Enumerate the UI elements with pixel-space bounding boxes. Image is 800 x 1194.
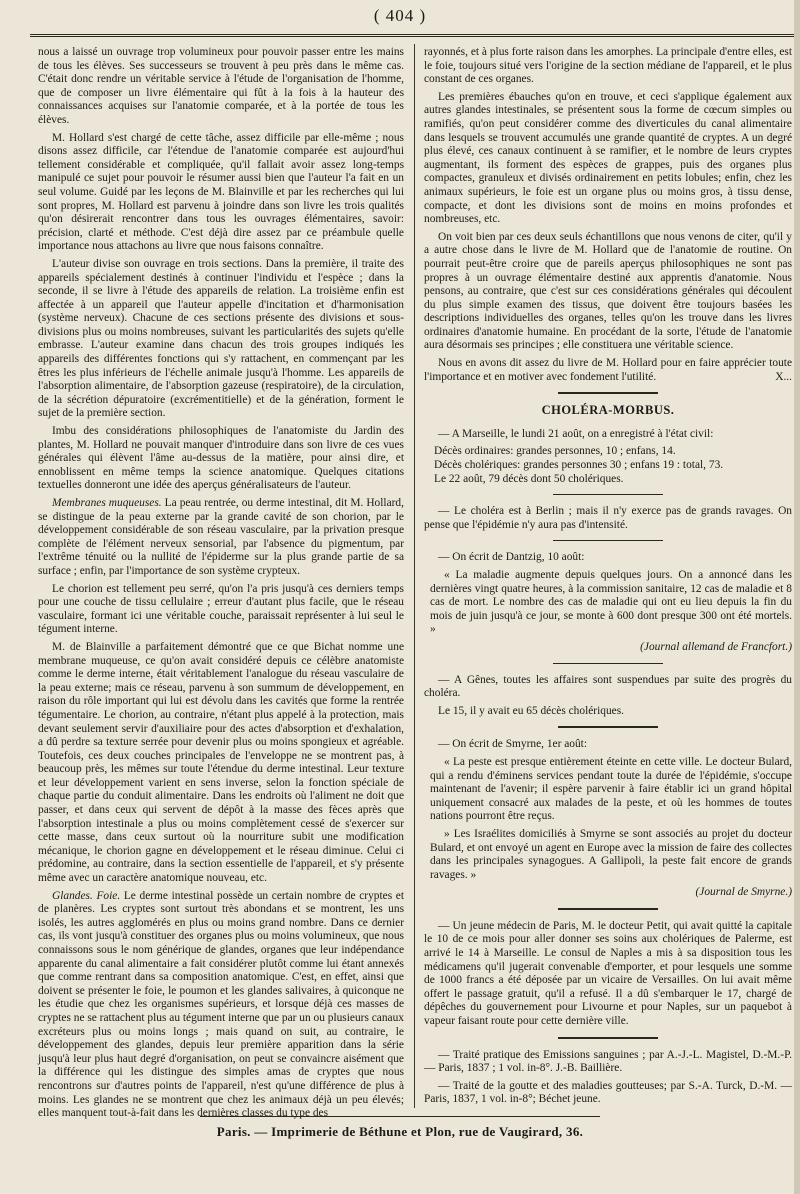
footer-rule <box>200 1116 600 1117</box>
glandes-label: Glandes. Foie. <box>52 889 121 902</box>
left-paragraph-7: M. de Blainville a parfaitement démontré que ce que Bichat nomme une membrane muqueuse, ce qu'on avait considéré depuis ce célèbre anatomiste comme le derme interne, était véritablement l'analogue du réseau vasculaire de la peau externe; mais ce réseau, parvenu à son summum de développement, en raison du rôle important qui lui est dévolu dans les cavités que forme la rentrée tégumentaire. Le chorion, au contraire, n'étant plus appelé à la protection, mais devant seulement servir d'auxiliaire pour des actes d'absorption et d'exhalation, a dû perdre sa texture serrée pour devenir plus ou moins spongieux et agréable. Toutefois, ces deux couches principales de l'enveloppe ne se montrent pas, à beaucoup près, les mêmes sur toute l'étendue du derme intestinal. Leur texture et leur développement varient en sens inverse, selon la fonction spéciale de chaque partie du conduit alimentaire. Dans les endroits où l'aliment ne doit que passer, et dans ceux qui servent de dépôt à la masse des fèces après que l'absorption intestinale a plus ou moins complètement cessé de s'exercer sur cette masse, dans ceux surtout où la nourriture subit une modification mécanique, le chorion gagne en développement et le réseau diminue. Celui ci prédomine, au contraire, dans la section essentielle de l'appareil, et s'y présente même avec un caractère anatomique nouveau, etc. <box>38 640 404 885</box>
left-paragraph-3: L'auteur divise son ouvrage en trois sections. Dans la première, il traite des appareils spécialement destinés à continuer l'individu et l'espèce ; dans la seconde, il se livre à l'étude des appareils de relation. La troisième enfin est affectée à un appareil que l'auteur appelle d'incitation et d'harmonisation (système nerveux). Chacune de ces sections présente des divisions et sous-divisions plus ou moins nombreuses, suivant les particularités des sujets qu'elle embrasse. L'auteur examine dans chacun des trois groupes indiqués les appareils des différentes fonctions qui s'y rattachent, en commençant par les êtres les plus inférieurs de l'échelle animale jusqu'à l'homme. Les appareils de l'absorption alimentaire, de l'absorption gazeuse (respiratoire), de la circulation, de la sécrétion dépuratoire (excrémentitielle) et de la génération, forment le sujet de la première section. <box>38 257 404 420</box>
marseille-line-3: Le 22 août, 79 décès dont 50 cholériques. <box>434 472 624 485</box>
left-paragraph-5 <box>38 497 404 579</box>
left-column <box>38 46 404 1125</box>
section-rule <box>558 392 658 394</box>
left-paragraph-4: Imbu des considérations philosophiques de l'anatomiste du Jardin des plantes, M. Hollard ne pouvait manquer d'introduire dans son livre de ces vues générales qui élèvent l'âme au-dessus de la matière, pour ainsi dire, et ennoblissent en même temps la science anatomique. Quelques citations textuelles donneront une idée des aperçus généralisateurs de l'auteur. <box>38 425 404 492</box>
berlin-news: — Le choléra est à Berlin ; mais il n'y exerce pas de grands ravages. On pense que l'épidémie n'y aura pas d'intensité. <box>424 505 792 531</box>
left-paragraph-2: M. Hollard s'est chargé de cette tâche, assez difficile par elle-même ; nous disons assez difficile, car l'étendue de l'anatomie comparée est aujourd'hui tellement considérable et compliquée, qu'il fallait avoir assez long-temps manipulé ce sujet pour pouvoir le résumer aussi bien que l'auteur l'a fait en un seul volume. Guidé par les leçons de M. Blainville et par les recherches qui lui sont propres, M. Hollard est parvenu à joindre dans son livre les trois qualités qu'on désirerait rencontrer dans tous les ouvrages élémentaires, savoir: précision, clarté et méthode. C'est déjà dire assez par ce préambule quelle importance nous attachons au livre que nous faisons connaître. <box>38 131 404 253</box>
membranes-label: Membranes muqueuses. <box>52 497 162 509</box>
dantzig-source: (Journal allemand de Francfort.) <box>640 640 792 653</box>
review-conclusion: Nous en avons dit assez du livre de M. Hollard pour en faire apprécier toute l'importance et en motiver avec fondement l'utilité. <box>424 357 792 383</box>
biblio-entry-2: — Traité de la goutte et des maladies goutteuses; par S.-A. Turck, D.-M. — Paris, 1837, 1 vol. in-8°; Béchet jeune. <box>424 1079 792 1106</box>
glandes-text: Le derme intestinal possède un certain nombre de cryptes et de planères. Les cryptes sont surtout très abondans et se montrent, les uns isolés, les autres agglomérés en plus ou moins grand nombre. Dans ce dernier cas, ils vont jusqu'à constituer des organes plus ou moins volumineux, que nous connaissons sous le nom générique de glandes, organes que leur indépendance apparente du canal alimentaire a fait considérer plutôt comme lui étant annexés que comme rentrant dans sa composition anatomique. C'est, en effet, ainsi que doivent se présenter le foie, le poumon et les glandes salivaires, à quiconque ne les étudie que chez les organismes supérieurs, et lorsque déjà ces masses de cryptes ne se rattachent plus au tégument interne que par un ou plusieurs canaux excréteurs plus ou moins longs ; mais quand on suit, au contraire, le développement des glandes, depuis leur première apparition dans la série jusqu'à leur plus haut degré d'organisation, on peut se convaincre aisément que la différence qui les distingue des simples amas de cryptes que nous rencontrons sur d'autres points de l'appareil, n'est qu'une différence de plus à moins. Les glandes ne se montrent que chez les animaux déjà un peu élevés; elles manquent tout-à-fait dans les dernières classes du type des <box>38 889 404 1120</box>
petit-news: — Un jeune médecin de Paris, M. le docteur Petit, qui avait quitté la capitale le 10 de ce mois pour aller donner ses soins aux cholériques de Palerme, est arrivé le 14 à Marseille. Le consul de Naples a mis à sa disposition tous les médicamens qu'il jugerait convenable d'emporter, et pour lesquels une somme de 1000 francs a été déposée par un vicaire de Versailles. On lui avait même offert le passage gratuit, qu'il a refusé. Il a dû s'embarquer le 17, chargé de dépêches du gouvernement pour Livourne et pour Naples, sur un paquebot à vapeur faisant route pour cette dernière ville. <box>424 919 792 1028</box>
left-paragraph-8 <box>38 890 404 1121</box>
marseille-line-2: Décès cholériques: grandes personnes 30 ; enfans 19 : total, 73. <box>434 459 724 472</box>
left-paragraph-1: nous a laissé un ouvrage trop volumineux pour pouvoir passer entre les mains de tous les élèves. Ses successeurs se trouvent à peu près dans le même cas. C'était donc rendre un véritable service à l'étude de l'organisation de l'homme, que de composer un livre élémentaire qui fût à la fois à la hauteur des connaissances acquises sur l'anatomie comparée, et à la portée de tous les élèves. <box>38 46 404 126</box>
bibliography <box>424 1049 792 1107</box>
smyrne-source: (Journal de Smyrne.) <box>695 886 792 899</box>
rule-4 <box>558 726 658 728</box>
right-column <box>424 46 792 1111</box>
rule-5 <box>558 908 658 910</box>
left-paragraph-6: Le chorion est tellement peu serré, qu'on l'a pris jusqu'à ces derniers temps pour une couche de tissu cellulaire ; erreur d'autant plus facile, que le réseau vasculaire, formant ici une véritable couche, paraissait représenter à lui seul le tégument interne. <box>38 582 404 636</box>
column-divider <box>414 44 415 1108</box>
dantzig-intro: — On écrit de Dantzig, 10 août: <box>438 551 585 564</box>
rule-2 <box>553 540 663 541</box>
review-signature: X... <box>775 370 792 383</box>
membranes-text: La peau rentrée, ou derme intestinal, dit M. Hollard, se distingue de la peau externe par la grande cavité de son chorion, par le développement considérable de son réseau vasculaire, par la privation presque complète de l'élément nerveux sensorial, par l'absence du pigmentum, par l'extrême ténuité ou la nullité de l'épiderme sur la plus grande partie de sa surface ; enfin, par l'importance de son système crypteux. <box>38 497 404 577</box>
smyrne-quote-1: « La peste est presque entièrement éteinte en cette ville. Le docteur Bulard, qui a rendu d'éminens services pendant toute la durée de l'épidémie, s'occupe maintenant de l'avenir; il espère parvenir à faire établir ici un grand hôpital uniquement consacré aux malades de la peste, et où les hommes de toutes nations pourront être reçus. <box>430 755 792 823</box>
right-paragraph-4 <box>424 357 792 384</box>
dantzig-quote: « La maladie augmente depuis quelques jours. On a annoncé dans les dernières vingt quatre heures, à la commission sanitaire, 12 cas de maladie et 8 cas de mort. Le nombre des cas de maladie qui ont eu lieu depuis la fin du mois de juin jusqu'à ce jour, se monte à 600 dont presque 300 ont été mortels. » <box>430 569 792 636</box>
biblio-entry-1: — Traité pratique des Emissions sanguines ; par A.-J.-L. Magistel, D.-M.-P. — Paris, 1837 ; 1 vol. in-8°. J.-B. Baillière. <box>424 1048 792 1075</box>
section-heading: CHOLÉRA-MORBUS. <box>541 403 675 418</box>
smyrne-intro: — On écrit de Smyrne, 1er août: <box>438 738 587 751</box>
right-paragraph-3: On voit bien par ces deux seuls échantillons que nous venons de citer, qu'il y a autre chose dans le livre de M. Hollard que de l'anatomie de routine. On pourrait peut-être croire que de pareils aperçus philosophiques ne sont pas propres à un ouvrage élémentaire destiné aux apprentis d'anatomie. Nous pensons, au contraire, que c'est sur ces considérations générales qui découlent du plus simple examen des tissus, que doivent être toujours basées les descriptions individuelles des organes, telles qu'on les trouve dans les livres ordinaires d'anatomie humaine. En procédant de la sorte, l'étude de l'anatomie aura désormais ses principes ; elle constituera une véritable science. <box>424 230 792 352</box>
marseille-intro: — A Marseille, le lundi 21 août, on a enregistré à l'état civil: <box>438 427 714 440</box>
page-number: ( 404 ) <box>373 6 427 25</box>
rule-1 <box>553 494 663 495</box>
header-rule <box>30 34 800 37</box>
page-edge <box>794 0 800 1194</box>
rule-6 <box>558 1037 658 1039</box>
printer-footer: Paris. — Imprimerie de Béthune et Plon, rue de Vaugirard, 36. <box>216 1124 584 1139</box>
genes-deaths: Le 15, il y avait eu 65 décès cholériques. <box>438 704 624 717</box>
right-paragraph-2: Les premières ébauches qu'on en trouve, et ceci s'applique également aux autres glandes intestinales, se présentent sous la forme de cœcum simples ou ramifiés, qu'on peut considérer comme des diverticules du canal alimentaire dans lesquels se trouvent accumulés une grande quantité de cryptes. A un degré plus élevé, ces canaux continuent à se ramifier, et le nombre de leurs cryptes augmentant, ils forment des espèces de grappes, puis des organes plus compactes, granuleux et divisés ordinairement en petits lobules; enfin, chez les animaux supérieurs, le foie est un organe plus ou moins gros, à tissu dense, compacte, et dont les divisions sont de moins en moins profondes et nombreuses, etc. <box>424 90 792 226</box>
rule-3 <box>553 663 663 664</box>
smyrne-quote-2: » Les Israélites domiciliés à Smyrne se sont associés au projet du docteur Bulard, et ont envoyé un agent en Europe avec la mission de faire des collectes dans les principales synagogues. A Gallipoli, la peste fait encore de grands ravages. » <box>430 827 792 881</box>
genes-news: — A Gênes, toutes les affaires sont suspendues par suite des progrès du choléra. <box>424 673 792 700</box>
marseille-line-1: Décès ordinaires: grandes personnes, 10 ; enfans, 14. <box>434 445 676 458</box>
right-paragraph-1: rayonnés, et à plus forte raison dans les amorphes. La principale d'entre elles, est le foie, toujours situé vers l'origine de la section médiane de l'appareil, et le plus constant de ces organes. <box>424 46 792 86</box>
